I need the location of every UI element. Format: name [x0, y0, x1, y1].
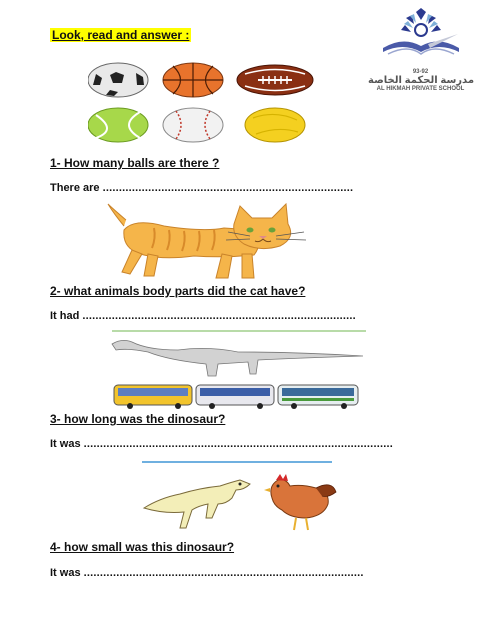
small-dinosaur-chicken-illustration [140, 458, 340, 538]
answer-prefix: It was [50, 438, 81, 450]
tennis-ball-icon [88, 108, 148, 142]
question-2-label: 2- what animals body parts did the cat have? [50, 284, 306, 298]
logo-number: 93-92 [412, 69, 429, 75]
question-2-answer-line [50, 310, 356, 322]
school-emblem-icon [368, 6, 473, 66]
volleyball-icon [245, 108, 305, 142]
instruction-text: Look, read and answer : [52, 28, 190, 42]
question-4-answer-line [50, 567, 364, 579]
american-football-icon [237, 65, 313, 95]
answer-prefix: It was [50, 567, 81, 579]
chicken-icon [264, 474, 336, 530]
question-3-answer-line [50, 438, 393, 450]
answer-blank[interactable]: ...................................................................................... [83, 567, 364, 579]
school-english-name: AL HIKMAH PRIVATE SCHOOL [376, 86, 465, 92]
question-3-label: 3- how long was the dinosaur? [50, 412, 226, 426]
answer-prefix: It had [50, 310, 80, 322]
basketball-icon [163, 63, 223, 97]
question-1-answer-line [50, 182, 353, 194]
cat-illustration [104, 200, 329, 282]
school-logo [368, 6, 473, 91]
bus-icon [114, 385, 192, 409]
question-4-label: 4- how small was this dinosaur? [50, 540, 235, 554]
question-1-label: 1- How many balls are there ? [50, 156, 220, 170]
school-arabic-name: مدرسة الحكمة الخاصة [368, 75, 475, 86]
answer-blank[interactable]: ............................................................................. [102, 182, 354, 194]
answer-blank[interactable]: .................................................................................... [82, 310, 356, 322]
bus-icon [196, 385, 274, 409]
answer-prefix: There are [50, 182, 100, 194]
dinosaur-buses-illustration [108, 330, 370, 412]
bus-icon [278, 385, 358, 409]
baseball-icon [163, 108, 223, 142]
balls-illustration [88, 60, 318, 150]
instruction-title [50, 28, 191, 42]
soccer-ball-icon [88, 63, 148, 97]
answer-blank[interactable]: ............................................................................................... [83, 438, 393, 450]
